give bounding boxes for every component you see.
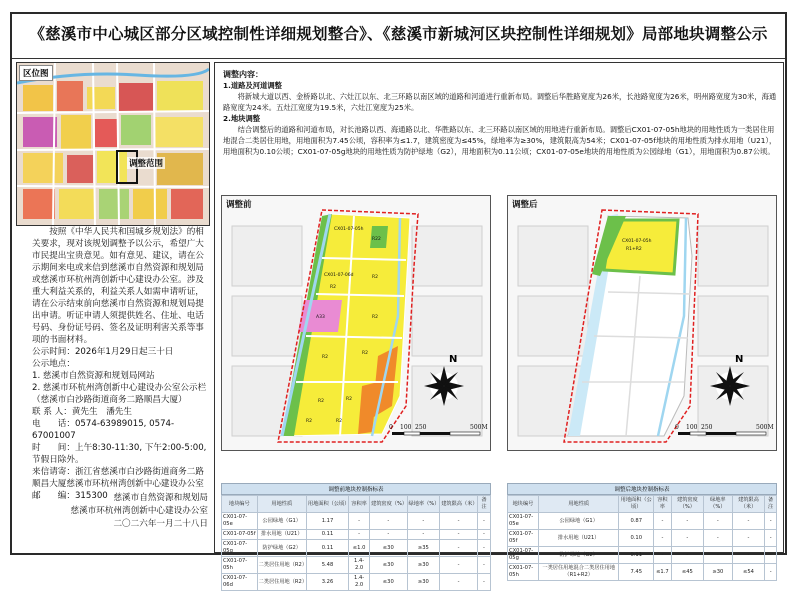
table-cell: - — [477, 530, 490, 540]
table-row — [508, 513, 777, 530]
notice-postcode: 邮 编：315300 — [32, 491, 108, 501]
location-map — [16, 62, 210, 226]
map-before-parcel-label: CX01-07-06d — [324, 273, 354, 278]
table-row — [222, 574, 491, 591]
signature-office: 慈溪市环杭州湾创新中心建设办公室 — [70, 506, 208, 516]
table-cell: - — [765, 530, 777, 547]
table-cell: - — [703, 513, 732, 530]
table-cell: CX01-07-05g — [508, 547, 539, 564]
table-cell: - — [440, 513, 478, 530]
table-cell: ≤30 — [370, 540, 407, 557]
table-cell: - — [349, 530, 370, 540]
table-cell: - — [765, 513, 777, 530]
map-after-parcel-label: CX01-07-05h — [622, 239, 652, 244]
table-cell: 排水用地（U21） — [257, 530, 306, 540]
column-header: 用地面积（公顷） — [306, 496, 348, 513]
table-cell: - — [370, 513, 407, 530]
table-before — [221, 483, 491, 591]
table-cell: 1.4-2.0 — [349, 557, 370, 574]
table-cell: CX01-07-06d — [222, 574, 258, 591]
map-after-label: 调整后 — [512, 200, 538, 210]
map-before-parcel-label: R2 — [322, 355, 328, 360]
table-cell: - — [440, 557, 478, 574]
table-cell: - — [407, 513, 440, 530]
column-header: 用地性质 — [257, 496, 306, 513]
column-header: 用地性质 — [539, 496, 619, 513]
table-cell: ≤45 — [671, 564, 703, 581]
map-after-north-label: N — [735, 354, 744, 365]
table-cell: CX01-07-05h — [222, 557, 258, 574]
table-cell: ≤1.0 — [349, 540, 370, 557]
column-header: 容积率 — [654, 496, 672, 513]
table-cell: - — [732, 547, 765, 564]
table-cell: 0.11 — [306, 530, 348, 540]
table-cell: ≤54 — [732, 564, 765, 581]
table-row — [508, 564, 777, 581]
scale-label: 0 — [389, 424, 393, 431]
signature-bureau: 慈溪市自然资源和规划局 — [113, 493, 208, 503]
notice-phone: 电 话：0574-63989015, 0574-67001007 — [32, 419, 175, 441]
table-row — [222, 557, 491, 574]
table-before-grid — [221, 495, 491, 591]
table-cell: 排水用地（U21） — [539, 530, 619, 547]
scale-label: 500M — [756, 424, 774, 431]
section1-title: 1.道路及河道调整 — [223, 81, 282, 90]
table-row — [508, 547, 777, 564]
table-cell: - — [654, 513, 672, 530]
column-header: 地块编号 — [222, 496, 258, 513]
table-cell: 0.87 — [619, 513, 654, 530]
table-cell: ≤30 — [370, 574, 407, 591]
description-heading: 调整内容： — [223, 70, 263, 79]
section1-text: 将新城大道以西、金桥路以北、六灶江以东、北三环路以南区域的道路和河道进行重新布局。调整后华胜路宽度为26米，长池路宽度为26米，明州路宽度为30米，海通路宽度为24米。五灶江宽度为19.5米，六灶江宽度为25米。 — [223, 92, 777, 112]
page-title: 《慈溪市中心城区部分区域控制性详细规划整合》、《慈溪市新城河区块控制性详细规划》局部地块调整公示 — [29, 25, 768, 43]
notice-place-2: 2. 慈溪市环杭州湾创新中心建设办公室公示栏（慈溪市白沙路街道商务二路顺昌大厦） — [32, 383, 207, 405]
location-map-graphic — [17, 63, 209, 225]
notice-text — [32, 226, 208, 502]
table-cell: 1.4-2.0 — [349, 574, 370, 591]
adjustment-panel — [214, 62, 784, 588]
adjustment-description — [223, 69, 779, 157]
column-header: 容积率 — [349, 496, 370, 513]
table-cell: - — [671, 547, 703, 564]
table-cell: 防护绿地（G2） — [539, 547, 619, 564]
column-header: 地块编号 — [508, 496, 539, 513]
table-cell: - — [477, 513, 490, 530]
column-header: 绿地率（%） — [407, 496, 440, 513]
notice-contact: 联 系 人：黄先生 潘先生 — [32, 407, 132, 417]
table-row — [222, 513, 491, 530]
table-cell: CX01-07-05e — [508, 513, 539, 530]
table-cell: 5.48 — [306, 557, 348, 574]
map-before-parcel-label: A33 — [316, 315, 325, 320]
map-before-graphic — [222, 196, 491, 451]
table-cell: - — [671, 530, 703, 547]
table-cell: - — [654, 547, 672, 564]
table-cell: - — [440, 540, 478, 557]
scale-label: 100 — [686, 424, 698, 431]
table-cell: 7.45 — [619, 564, 654, 581]
table-cell: ≥35 — [407, 540, 440, 557]
table-cell: - — [440, 574, 478, 591]
map-before — [221, 195, 491, 451]
map-before-parcel-label: R2 — [306, 419, 312, 424]
table-cell: - — [370, 530, 407, 540]
table-cell: - — [671, 513, 703, 530]
table-cell: - — [477, 557, 490, 574]
table-cell: 1.17 — [306, 513, 348, 530]
table-cell: - — [440, 530, 478, 540]
table-cell: 0.11 — [306, 540, 348, 557]
table-cell: CX01-07-05h — [508, 564, 539, 581]
map-before-parcel-label: R2 — [346, 397, 352, 402]
scale-label: 250 — [415, 424, 427, 431]
column-header: 备注 — [765, 496, 777, 513]
table-cell: CX01-07-05f — [222, 530, 258, 540]
notice-place-1: 1. 慈溪市自然资源和规划局网站 — [32, 371, 155, 381]
table-row — [508, 530, 777, 547]
table-cell: CX01-07-05f — [508, 530, 539, 547]
table-cell: CX01-07-05e — [222, 513, 258, 530]
table-after-title: 调整后地块控制指标表 — [507, 483, 777, 495]
table-cell: 二类居住用地（R2） — [257, 574, 306, 591]
table-cell: - — [477, 574, 490, 591]
table-cell: - — [732, 530, 765, 547]
column-header: 建筑限高（米） — [440, 496, 478, 513]
table-cell: ≤30 — [370, 557, 407, 574]
location-map-label: 区位图 — [19, 65, 53, 81]
map-before-parcel-label: R2 — [372, 275, 378, 280]
notice-time: 公示时间：2026年1月29日起三十日 — [32, 347, 174, 357]
scale-label: 250 — [701, 424, 713, 431]
signature-block — [32, 492, 208, 531]
table-cell: - — [349, 513, 370, 530]
section2-title: 2.地块调整 — [223, 114, 261, 123]
table-after — [507, 483, 777, 581]
table-cell: ≥30 — [407, 574, 440, 591]
table-cell: - — [703, 530, 732, 547]
scale-label: 500M — [470, 424, 488, 431]
table-cell: ≥30 — [703, 564, 732, 581]
notice-board — [10, 12, 787, 588]
map-before-parcel-label: R2 — [336, 419, 342, 424]
map-after-graphic — [508, 196, 777, 451]
table-cell: 一类居住用地混合二类居住用地（R1+R2） — [539, 564, 619, 581]
map-after — [507, 195, 777, 451]
table-cell: - — [477, 540, 490, 557]
map-before-parcel-label: R2 — [330, 285, 336, 290]
table-cell: - — [654, 530, 672, 547]
table-cell: 0.10 — [619, 530, 654, 547]
column-header: 建筑密度（%） — [370, 496, 407, 513]
table-cell: - — [407, 530, 440, 540]
table-cell: - — [732, 513, 765, 530]
table-cell: - — [765, 547, 777, 564]
signature-date: 二〇二六年一月二十八日 — [113, 519, 208, 529]
table-cell: 公园绿地（G1） — [257, 513, 306, 530]
adjustment-range-label: 调整范围 — [129, 159, 164, 169]
table-cell: - — [765, 564, 777, 581]
notice-hours: 时 间：上午8:30-11:30, 下午2:00-5:00, 节假日除外。 — [32, 443, 207, 465]
column-header: 建筑密度（%） — [671, 496, 703, 513]
column-header: 绿地率（%） — [703, 496, 732, 513]
table-cell: ≥30 — [407, 557, 440, 574]
map-before-parcel-label: R2 — [362, 351, 368, 356]
table-cell: CX01-07-05g — [222, 540, 258, 557]
table-cell: 3.26 — [306, 574, 348, 591]
map-before-label: 调整前 — [226, 200, 252, 210]
table-after-grid — [507, 495, 777, 581]
table-before-title: 调整前地块控制指标表 — [221, 483, 491, 495]
map-before-parcel-label: R2 — [372, 315, 378, 320]
table-cell: 公园绿地（G1） — [539, 513, 619, 530]
scale-label: 100 — [400, 424, 412, 431]
map-before-parcel-label: R22 — [372, 237, 381, 242]
title-divider — [12, 58, 785, 59]
column-header: 备注 — [477, 496, 490, 513]
map-before-parcel-label: CX01-07-05h — [334, 227, 364, 232]
map-after-parcel-label: R1+R2 — [626, 247, 642, 252]
notice-place-heading: 公示地点： — [32, 359, 75, 369]
map-before-north-label: N — [449, 354, 458, 365]
table-cell: 0.11 — [619, 547, 654, 564]
table-row — [222, 540, 491, 557]
notice-paragraph: 按照《中华人民共和国城乡规划法》的相关要求，现对该规划调整予以公示，希望广大市民提出宝贵意见。如有意见、建议，请在公示期间来电或来信到慈溪市自然资源和规划局或慈溪市环杭州湾创新中心建设办公室。涉及重大利益关系的，利益关系人如需申请听证，请在公示结束前向慈溪市自然资源和规划局提出申请。听证申请人须提供姓名、住址、电话号码、身份证号码、签名及证明利害关系等事项的书面材料。 — [32, 227, 204, 345]
table-cell: 防护绿地（G2） — [257, 540, 306, 557]
table-row — [222, 530, 491, 540]
table-cell: ≤1.7 — [654, 564, 672, 581]
table-cell: - — [703, 547, 732, 564]
column-header: 建筑限高（米） — [732, 496, 765, 513]
map-before-parcel-label: R2 — [318, 399, 324, 404]
column-header: 用地面积（公顷） — [619, 496, 654, 513]
notice-mail-address: 来信请寄：浙江省慈溪市白沙路街道商务二路顺昌大厦慈溪市环杭州湾创新中心建设办公室 — [32, 467, 204, 489]
scale-label: 0 — [675, 424, 679, 431]
section2-text: 结合调整后的道路和河道布局，对长池路以西、海通路以北、华胜路以东、北三环路以南区域的用地进行重新布局。调整后CX01-07-05h地块的用地性质为一类居住用地混合二类居住用地，用地面积为7.45公顷，容积率为≤1.7，建筑密度为≤45%，绿地率为≥30%，建筑限高为54米；CX01-07-05f地块的用地性质为排水用地（U21），用地面积为0.10公顷；CX01-07-05g地块的用地性质为防护绿地（G2），用地面积为0.11公顷；CX01-07-05e地块的用地性质为公园绿地（G1），用地面积为0.87公顷。 — [223, 125, 777, 156]
table-cell: 二类居住用地（R2） — [257, 557, 306, 574]
